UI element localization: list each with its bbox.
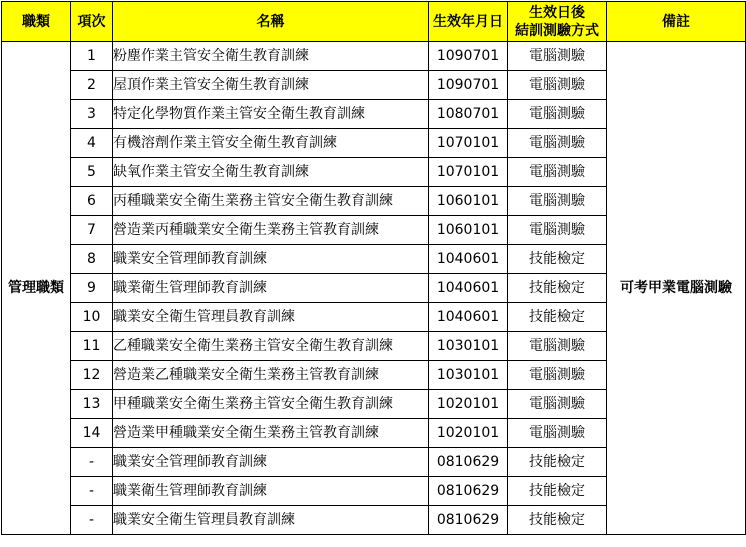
effective-date-cell: 1070101 [429, 158, 508, 187]
effective-date-cell: 1060101 [429, 216, 508, 245]
test-method-cell: 電腦測驗 [508, 100, 607, 129]
test-method-cell: 技能檢定 [508, 245, 607, 274]
test-method-cell: 技能檢定 [508, 477, 607, 506]
effective-date-cell: 0810629 [429, 448, 508, 477]
effective-date-cell: 1020101 [429, 390, 508, 419]
course-name-cell: 缺氧作業主管安全衛生教育訓練 [113, 158, 429, 187]
course-name-cell: 粉塵作業主管安全衛生教育訓練 [113, 42, 429, 71]
test-method-cell: 電腦測驗 [508, 419, 607, 448]
course-name-cell: 職業安全衛生管理員教育訓練 [113, 506, 429, 535]
item-number-cell: 14 [71, 419, 113, 448]
test-method-cell: 電腦測驗 [508, 216, 607, 245]
header-remarks: 備註 [607, 2, 746, 42]
item-number-cell: 10 [71, 303, 113, 332]
course-name-cell: 營造業丙種職業安全衛生業務主管教育訓練 [113, 216, 429, 245]
category-cell: 管理職類 [2, 42, 71, 535]
test-method-cell: 技能檢定 [508, 448, 607, 477]
test-method-cell: 電腦測驗 [508, 42, 607, 71]
course-name-cell: 職業安全衛生管理員教育訓練 [113, 303, 429, 332]
effective-date-cell: 1080701 [429, 100, 508, 129]
header-test-method-line2: 結訓測驗方式 [515, 22, 599, 39]
item-number-cell: 8 [71, 245, 113, 274]
item-number-cell: 6 [71, 187, 113, 216]
effective-date-cell: 1090701 [429, 42, 508, 71]
test-method-cell: 電腦測驗 [508, 71, 607, 100]
test-method-cell: 技能檢定 [508, 303, 607, 332]
course-name-cell: 特定化學物質作業主管安全衛生教育訓練 [113, 100, 429, 129]
course-name-cell: 營造業甲種職業安全衛生業務主管教育訓練 [113, 419, 429, 448]
item-number-cell: 2 [71, 71, 113, 100]
effective-date-cell: 1090701 [429, 71, 508, 100]
item-number-cell: 9 [71, 274, 113, 303]
item-number-cell: 13 [71, 390, 113, 419]
course-name-cell: 有機溶劑作業主管安全衛生教育訓練 [113, 129, 429, 158]
item-number-cell: 7 [71, 216, 113, 245]
course-name-cell: 營造業乙種職業安全衛生業務主管教育訓練 [113, 361, 429, 390]
training-table [1, 1, 746, 535]
test-method-cell: 技能檢定 [508, 274, 607, 303]
effective-date-cell: 1040601 [429, 303, 508, 332]
header-category: 職類 [2, 2, 71, 42]
effective-date-cell: 1020101 [429, 419, 508, 448]
item-number-cell: 12 [71, 361, 113, 390]
effective-date-cell: 0810629 [429, 477, 508, 506]
table-row [2, 42, 746, 71]
item-number-cell: 1 [71, 42, 113, 71]
course-name-cell: 職業衛生管理師教育訓練 [113, 274, 429, 303]
effective-date-cell: 1040601 [429, 245, 508, 274]
remarks-cell: 可考甲業電腦測驗 [607, 42, 746, 535]
header-test-method-line1: 生效日後 [529, 4, 585, 21]
effective-date-cell: 0810629 [429, 506, 508, 535]
course-name-cell: 丙種職業安全衛生業務主管安全衛生教育訓練 [113, 187, 429, 216]
item-number-cell: - [71, 477, 113, 506]
test-method-cell: 電腦測驗 [508, 187, 607, 216]
course-name-cell: 職業衛生管理師教育訓練 [113, 477, 429, 506]
header-row [2, 2, 746, 42]
course-name-cell: 乙種職業安全衛生業務主管安全衛生教育訓練 [113, 332, 429, 361]
item-number-cell: 11 [71, 332, 113, 361]
effective-date-cell: 1040601 [429, 274, 508, 303]
course-name-cell: 職業安全管理師教育訓練 [113, 245, 429, 274]
course-name-cell: 甲種職業安全衛生業務主管安全衛生教育訓練 [113, 390, 429, 419]
effective-date-cell: 1030101 [429, 361, 508, 390]
test-method-cell: 電腦測驗 [508, 129, 607, 158]
item-number-cell: 3 [71, 100, 113, 129]
header-effective-date: 生效年月日 [429, 2, 508, 42]
effective-date-cell: 1060101 [429, 187, 508, 216]
course-name-cell: 屋頂作業主管安全衛生教育訓練 [113, 71, 429, 100]
item-number-cell: 4 [71, 129, 113, 158]
header-test-method [508, 2, 607, 42]
test-method-cell: 電腦測驗 [508, 390, 607, 419]
test-method-cell: 技能檢定 [508, 506, 607, 535]
item-number-cell: - [71, 448, 113, 477]
header-item-no: 項次 [71, 2, 113, 42]
effective-date-cell: 1070101 [429, 129, 508, 158]
header-name: 名稱 [113, 2, 429, 42]
course-name-cell: 職業安全管理師教育訓練 [113, 448, 429, 477]
test-method-cell: 電腦測驗 [508, 158, 607, 187]
test-method-cell: 電腦測驗 [508, 361, 607, 390]
effective-date-cell: 1030101 [429, 332, 508, 361]
item-number-cell: - [71, 506, 113, 535]
test-method-cell: 電腦測驗 [508, 332, 607, 361]
item-number-cell: 5 [71, 158, 113, 187]
